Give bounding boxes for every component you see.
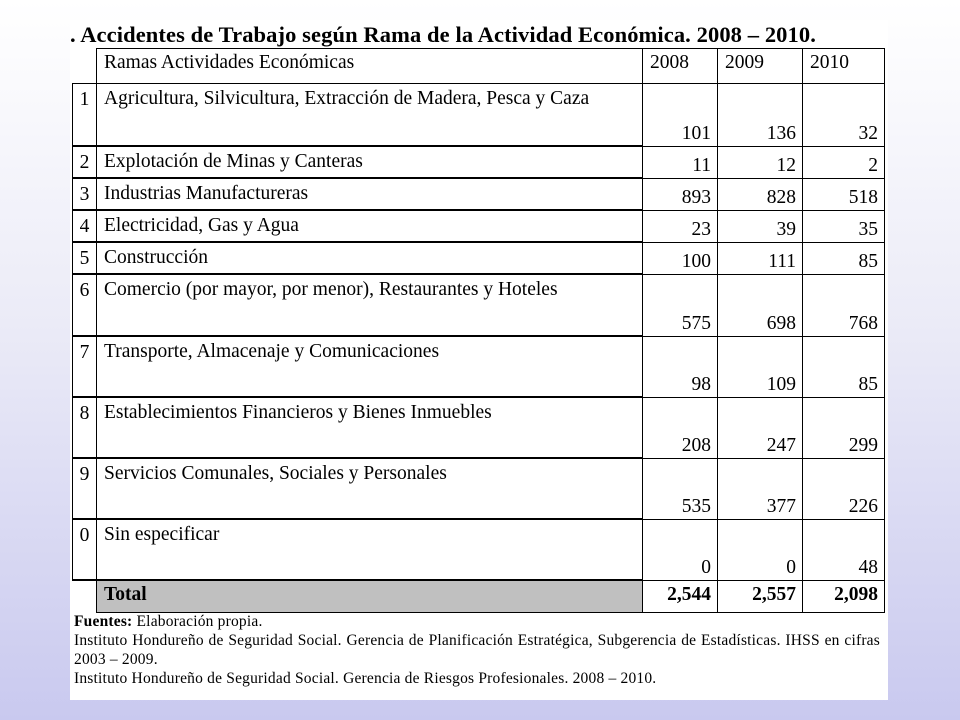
total-2009: 2,557 (718, 580, 803, 612)
row-index: 4 (73, 210, 97, 242)
total-label: Total (97, 580, 643, 612)
row-value-2010: 2 (803, 146, 885, 178)
row-value-2010: 35 (803, 210, 885, 242)
sources-line-1 (74, 612, 880, 631)
row-value-2008: 0 (643, 519, 718, 580)
row-value-2010: 85 (803, 336, 885, 397)
header-index-cell (73, 49, 97, 84)
row-value-2010: 85 (803, 242, 885, 274)
row-index: 6 (73, 274, 97, 336)
row-index: 1 (73, 83, 97, 146)
total-index-cell (73, 580, 97, 612)
row-value-2009: 0 (718, 519, 803, 580)
total-2010: 2,098 (803, 580, 885, 612)
table-row (73, 274, 885, 336)
row-branch: Construcción (97, 242, 643, 274)
row-branch: Transporte, Almacenaje y Comunicaciones (97, 336, 643, 397)
row-index: 7 (73, 336, 97, 397)
header-2009: 2009 (718, 49, 803, 84)
table-row (73, 519, 885, 580)
row-index: 9 (73, 458, 97, 519)
row-value-2009: 39 (718, 210, 803, 242)
row-value-2008: 11 (643, 146, 718, 178)
row-value-2010: 226 (803, 458, 885, 519)
row-branch: Establecimientos Financieros y Bienes Inmuebles (97, 397, 643, 458)
row-index: 0 (73, 519, 97, 580)
row-value-2008: 100 (643, 242, 718, 274)
row-value-2010: 518 (803, 178, 885, 210)
table-header-row (73, 49, 885, 84)
row-value-2009: 377 (718, 458, 803, 519)
accidents-table (72, 48, 885, 613)
row-branch: Sin especificar (97, 519, 643, 580)
table-row (73, 83, 885, 146)
row-value-2010: 299 (803, 397, 885, 458)
table-row (73, 397, 885, 458)
table-row (73, 458, 885, 519)
page-title: . Accidentes de Trabajo según Rama de la Actividad Económica. 2008 – 2010. (70, 22, 816, 47)
row-value-2009: 698 (718, 274, 803, 336)
row-index: 5 (73, 242, 97, 274)
row-branch: Servicios Comunales, Sociales y Personales (97, 458, 643, 519)
row-branch: Explotación de Minas y Canteras (97, 146, 643, 178)
sources-text-1: Elaboración propia. (136, 613, 263, 630)
row-value-2008: 23 (643, 210, 718, 242)
total-row (73, 580, 885, 612)
row-value-2008: 575 (643, 274, 718, 336)
sources-line-3: Instituto Hondureño de Seguridad Social. Gerencia de Riesgos Profesionales. 2008 – 2010. (74, 670, 657, 687)
row-branch: Comercio (por mayor, por menor), Restaurantes y Hoteles (97, 274, 643, 336)
row-branch: Industrias Manufactureras (97, 178, 643, 210)
row-value-2009: 247 (718, 397, 803, 458)
row-value-2008: 893 (643, 178, 718, 210)
row-index: 8 (73, 397, 97, 458)
row-branch: Agricultura, Silvicultura, Extracción de Madera, Pesca y Caza (97, 83, 643, 146)
table-row (73, 146, 885, 178)
row-value-2010: 32 (803, 83, 885, 146)
row-branch: Electricidad, Gas y Agua (97, 210, 643, 242)
row-value-2009: 109 (718, 336, 803, 397)
row-value-2009: 136 (718, 83, 803, 146)
row-index: 3 (73, 178, 97, 210)
row-value-2008: 208 (643, 397, 718, 458)
row-value-2009: 828 (718, 178, 803, 210)
row-value-2008: 98 (643, 336, 718, 397)
row-value-2010: 48 (803, 519, 885, 580)
table-row (73, 178, 885, 210)
table-row (73, 210, 885, 242)
row-value-2009: 12 (718, 146, 803, 178)
row-value-2008: 101 (643, 83, 718, 146)
table-row (73, 242, 885, 274)
header-2010: 2010 (803, 49, 885, 84)
row-value-2010: 768 (803, 274, 885, 336)
table-row (73, 336, 885, 397)
row-value-2009: 111 (718, 242, 803, 274)
header-branch: Ramas Actividades Económicas (97, 49, 643, 84)
sources-label: Fuentes: (74, 613, 133, 630)
sources-note (74, 612, 880, 688)
total-2008: 2,544 (643, 580, 718, 612)
sources-line-2: Instituto Hondureño de Seguridad Social. Gerencia de Planificación Estratégica, Subgerencia de Estadísticas. IHSS en cifras 2003 – 2009. (74, 632, 880, 668)
row-index: 2 (73, 146, 97, 178)
header-2008: 2008 (643, 49, 718, 84)
row-value-2008: 535 (643, 458, 718, 519)
